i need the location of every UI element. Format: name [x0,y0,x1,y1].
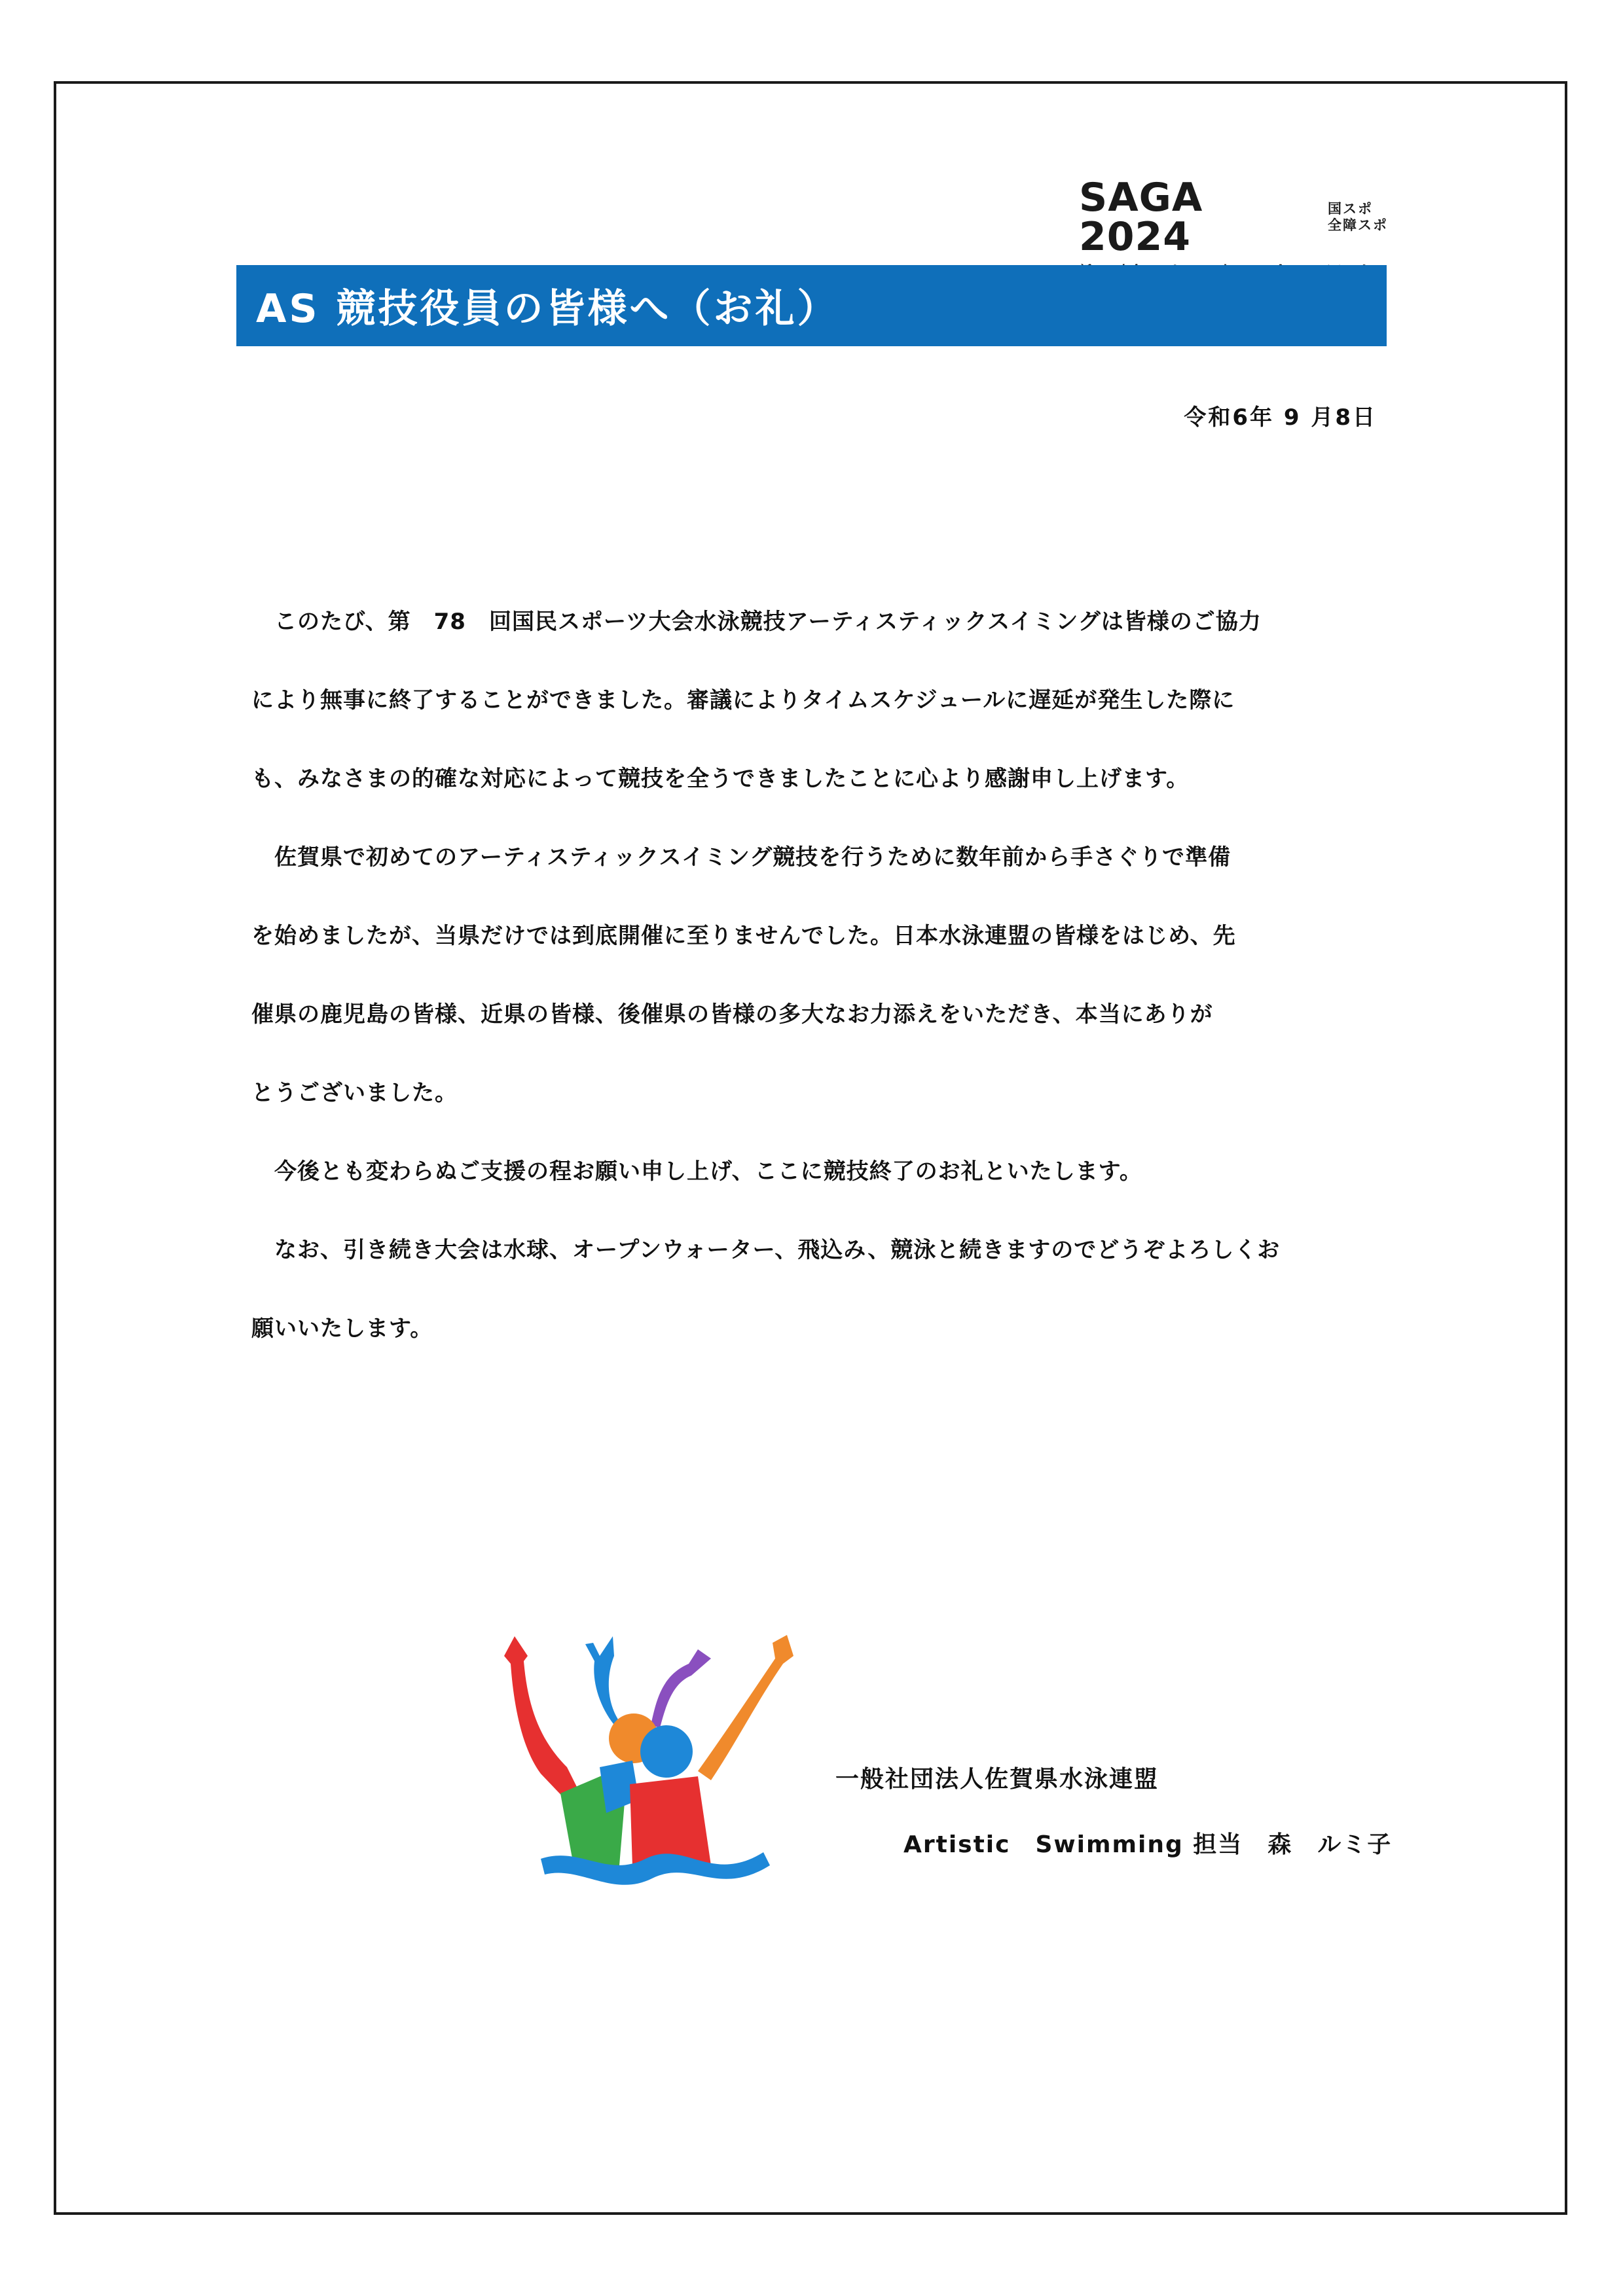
emblem-blue-arm [585,1636,619,1728]
body-line: も、みなさまの的確な対応によって競技を全うできましたことに心より感謝申し上げます。 [251,766,1190,792]
body-line: なお、引き続き大会は水球、オープンウォーター、飛込み、競泳と続きますのでどうぞよろしくお [251,1237,1281,1263]
body-line: 佐賀県で初めてのアーティスティックスイミング競技を行うために数年前から手さぐりで準備 [251,844,1231,870]
emblem-red-arm [504,1636,580,1801]
emblem-blue-head [640,1725,693,1778]
body-line: 願いいたします。 [251,1316,433,1342]
logo-side-bottom: 全障スポ [1328,217,1388,233]
logo-wordmark: SAGA 2024 [1079,175,1203,260]
document-date: 令和6年 9 月8日 [1184,404,1377,431]
page-title: AS 競技役員の皆様へ（お礼） [256,286,839,332]
title-banner [236,265,1387,346]
body-line: 催県の鹿児島の皆様、近県の皆様、後催県の皆様の多大なお力添えをいただき、本当にありが [251,1001,1213,1028]
body-line: とうございました。 [251,1080,458,1106]
emblem-red-body [630,1776,711,1867]
emblem-water [541,1852,770,1885]
body-line: 今後とも変わらぬご支援の程お願い申し上げ、ここに競技終了のお礼といたします。 [251,1158,1142,1185]
saga-2024-logo [1079,175,1388,279]
signature: Artistic Swimming 担当 森 ルミ子 [903,1831,1393,1858]
artistic-swimming-emblem [501,1630,809,1905]
body-line: このたび、第 78 回国民スポーツ大会水泳競技アーティスティックスイミングは皆様のご協力 [251,609,1262,635]
body-line: により無事に終了することができました。審議によりタイムスケジュールに遅延が発生した際に [251,687,1235,713]
emblem-orange-arm [698,1635,793,1780]
body-line: を始めましたが、当県だけでは到底開催に至りませんでした。日本水泳連盟の皆様をはじめ、先 [251,923,1236,949]
letter-body [251,583,1388,1368]
logo-side-top: 国スポ [1328,201,1373,217]
emblem-purple-arm [651,1649,711,1728]
logo-side-text [1328,201,1388,234]
organization-name: 一般社団法人佐賀県水泳連盟 [835,1766,1159,1793]
